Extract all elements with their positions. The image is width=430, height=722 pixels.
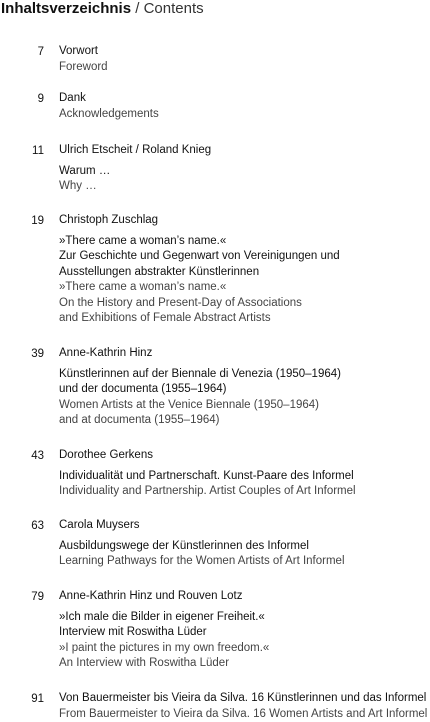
toc-title-line: Warum … [59, 164, 430, 180]
toc-entry-text [59, 44, 430, 75]
toc-translation-line: An Interview with Roswitha Lüder [59, 656, 430, 672]
toc-title-line: »There came a woman’s name.« [59, 234, 430, 250]
toc-page-number: 39 [20, 346, 44, 362]
toc-entry-text [59, 143, 430, 195]
toc-author: Anne-Kathrin Hinz [59, 346, 430, 362]
toc-author: Ulrich Etscheit / Roland Knieg [59, 143, 430, 159]
page-title-separator: / [131, 0, 144, 17]
page-title-german: Inhaltsverzeichnis [1, 0, 131, 17]
toc-title-line: Ausstellungen abstrakter Künstlerinnen [59, 265, 430, 281]
toc-entry-text [59, 589, 430, 672]
toc-translation-line: and Exhibitions of Female Abstract Artists [59, 311, 430, 327]
toc-entry-text [59, 691, 430, 722]
toc-title-line: Individualität und Partnerschaft. Kunst-Paare des Informel [59, 469, 430, 485]
toc-title-line: Künstlerinnen auf der Biennale di Venezia (1950–1964) [59, 367, 430, 383]
toc-page-number: 91 [20, 691, 44, 707]
toc-page-number: 43 [20, 448, 44, 464]
toc-page-number: 11 [20, 143, 44, 159]
toc-title-line: und der documenta (1955–1964) [59, 382, 430, 398]
toc-title-line: Interview mit Roswitha Lüder [59, 625, 430, 641]
page-title-english: Contents [144, 0, 204, 17]
toc-translation-line: and at documenta (1955–1964) [59, 413, 430, 429]
toc-translation-line: Why … [59, 179, 430, 195]
toc-title-line: Zur Geschichte und Gegenwart von Vereinigungen und [59, 249, 430, 265]
toc-title-line: »Ich male die Bilder in eigener Freiheit.« [59, 610, 430, 626]
toc-title-line: Ausbildungswege der Künstlerinnen des Informel [59, 539, 430, 555]
toc-page-number: 63 [20, 518, 44, 534]
toc-translation-line: On the History and Present-Day of Associations [59, 296, 430, 312]
toc-author: Christoph Zuschlag [59, 213, 430, 229]
toc-page-number: 9 [20, 91, 44, 107]
toc-entry-text [59, 213, 430, 327]
toc-translation-line: »I paint the pictures in my own freedom.« [59, 641, 430, 657]
toc-entry-text [59, 346, 430, 429]
toc-author: Anne-Kathrin Hinz und Rouven Lotz [59, 589, 430, 605]
toc-translation-line: Women Artists at the Venice Biennale (1950–1964) [59, 398, 430, 414]
toc-page-number: 79 [20, 589, 44, 605]
toc-translation-line: Foreword [59, 60, 430, 76]
toc-title-line: Vorwort [59, 44, 430, 60]
toc-title-line: Dank [59, 91, 430, 107]
toc-translation-line: »There came a woman’s name.« [59, 280, 430, 296]
toc-author: Dorothee Gerkens [59, 448, 430, 464]
page-title [1, 0, 204, 18]
toc-entry-text [59, 448, 430, 500]
toc-translation-line: Individuality and Partnership. Artist Couples of Art Informel [59, 484, 430, 500]
toc-entry-text [59, 91, 430, 122]
toc-translation-line: Acknowledgements [59, 107, 430, 123]
toc-title-line: Von Bauermeister bis Vieira da Silva. 16 Künstlerinnen und das Informel [59, 691, 430, 707]
toc-page-number: 19 [20, 213, 44, 229]
toc-author: Carola Muysers [59, 518, 430, 534]
toc-translation-line: From Bauermeister to Vieira da Silva. 16 Women Artists and Art Informel [59, 707, 430, 722]
toc-entry-text [59, 518, 430, 570]
toc-page-number: 7 [20, 44, 44, 60]
toc-translation-line: Learning Pathways for the Women Artists of Art Informel [59, 554, 430, 570]
